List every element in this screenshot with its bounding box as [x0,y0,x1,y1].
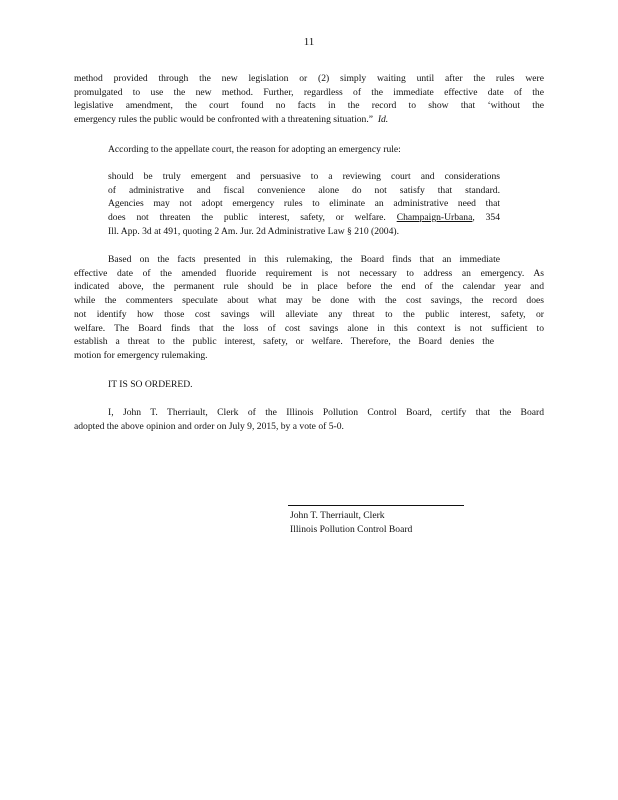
signature-line [288,505,464,506]
paragraph-board-finding [74,253,544,363]
block-quote [108,170,500,239]
signature-block [290,509,412,536]
text-line: while the commenters speculate about what may be done with the cost savings, the record does [74,295,544,307]
text-segment: emergency rules the public would be confronted with a threatening situation.” [74,114,374,126]
text-line [74,113,544,127]
text-line: not identify how those cost savings will alleviate any threat to the public interest, safety, or [74,308,544,320]
text-line: Agencies may not adopt emergency rules to eliminate an administrative need that [108,198,500,210]
paragraph-court-finding [74,72,544,127]
text-line: adopted the above opinion and order on July 9, 2015, by a vote of 5-0. [74,420,344,432]
text-line: establish a threat to the public interest, safety, or welfare. Therefore, the Board denies the [74,336,494,348]
text-segment: does not threaten the public interest, safety, or welfare. [108,212,386,224]
text-line: of administrative and fiscal convenience alone do not satisfy that standard. [108,184,500,196]
text-line: indicated above, the permanent rule should be in place before the end of the calendar year and [74,281,544,293]
text-line: Based on the facts presented in this rulemaking, the Board finds that an immediate [108,254,500,265]
text-line: motion for emergency rulemaking. [74,349,208,361]
citation-id: Id. [377,114,389,126]
text-line: method provided through the new legislation or (2) simply waiting until after the rules were [74,73,544,84]
paragraph-certification [74,406,544,433]
case-citation: Champaign-Urbana [396,212,473,224]
signer-name: John T. Therriault, Clerk [290,510,385,521]
text-line: IT IS SO ORDERED. [108,379,193,390]
text-line: should be truly emergent and persuasive to a reviewing court and considerations [108,171,500,182]
text-line [108,211,500,225]
so-ordered [74,378,544,392]
paragraph-appellate-reason [74,143,544,157]
text-line: effective date of the amended fluoride requirement is not necessary to address an emergency. As [74,267,544,279]
text-segment: , 354 [472,212,501,224]
text-line: promulgated to use the new method. Further, regardless of the immediate effective date of the [74,86,544,98]
signer-organization: Illinois Pollution Control Board [290,523,413,535]
text-line: According to the appellate court, the reason for adopting an emergency rule: [108,144,401,155]
text-line: Ill. App. 3d at 491, quoting 2 Am. Jur. 2d Administrative Law § 210 (2004). [108,225,399,237]
page-number: 11 [303,36,315,48]
text-line: welfare. The Board finds that the loss of cost savings alone in this context is not sufficient to [74,322,544,334]
text-line: legislative amendment, the court found no facts in the record to show that ‘without the [74,100,544,112]
text-line: I, John T. Therriault, Clerk of the Illinois Pollution Control Board, certify that the Board [108,407,544,418]
